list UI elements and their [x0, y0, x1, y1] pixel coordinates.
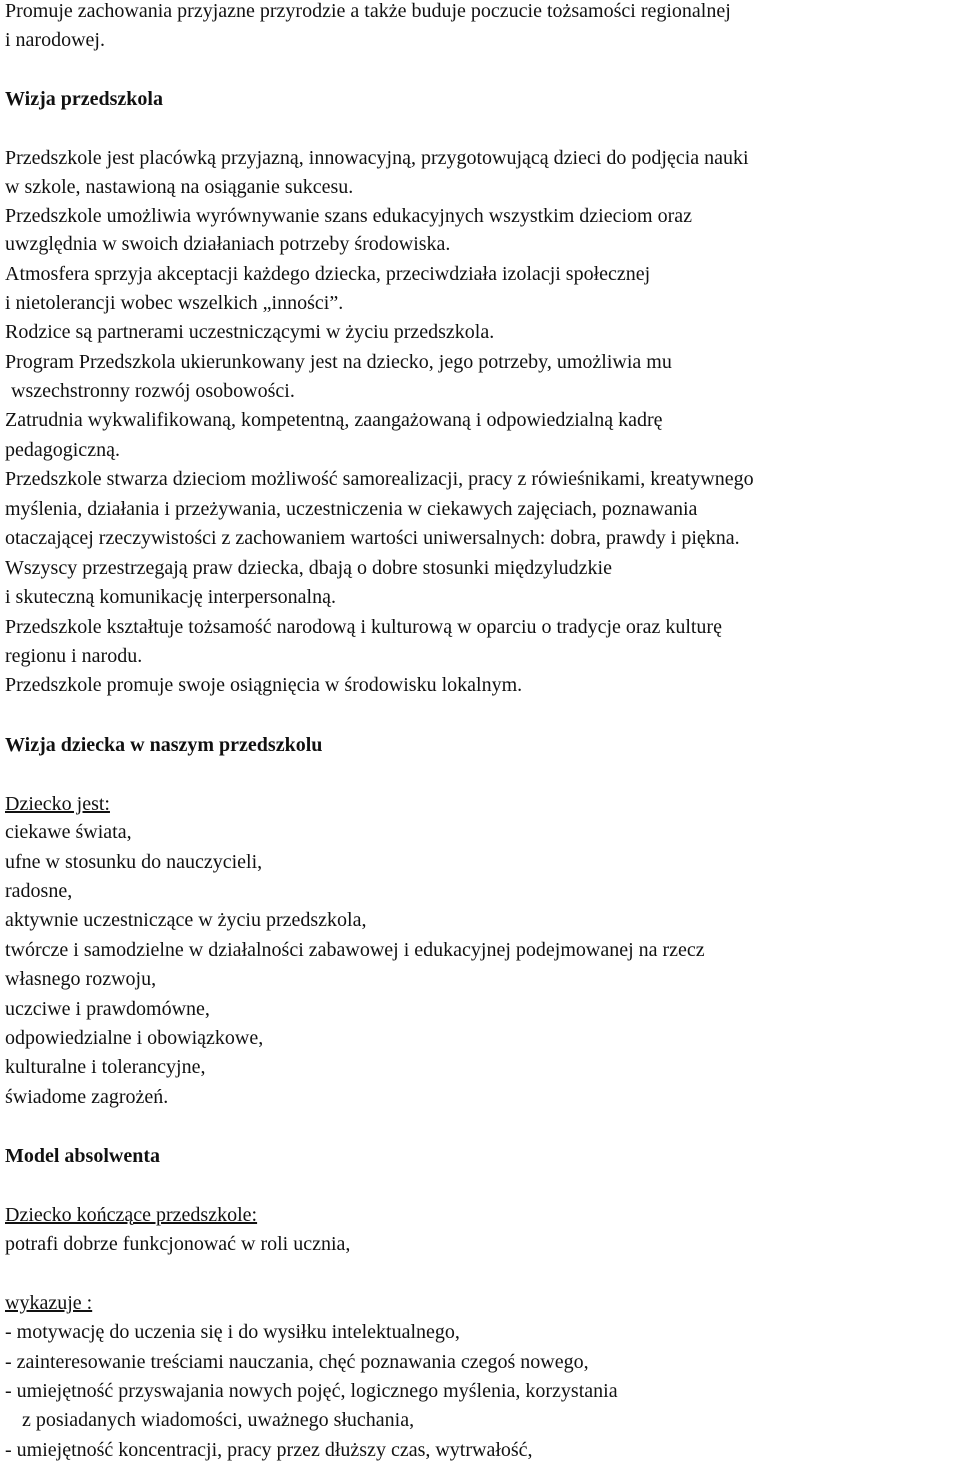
- paragraph-line: w szkole, nastawioną na osiąganie sukcesu.: [5, 176, 354, 198]
- paragraph-line: otaczającej rzeczywistości z zachowaniem wartości uniwersalnych: dobra, prawdy i piękna.: [5, 527, 740, 549]
- paragraph-line: Przedszkole jest placówką przyjazną, innowacyjną, przygotowującą dzieci do podjęcia nauki: [5, 147, 749, 169]
- list-item: uczciwe i prawdomówne,: [5, 998, 210, 1020]
- list-item: radosne,: [5, 880, 73, 902]
- paragraph-line: Przedszkole kształtuje tożsamość narodową i kulturową w oparciu o tradycje oraz kulturę: [5, 616, 722, 638]
- section-heading: Wizja przedszkola: [5, 88, 163, 110]
- paragraph-line: i skuteczną komunikację interpersonalną.: [5, 586, 336, 608]
- paragraph-line: Przedszkole promuje swoje osiągnięcia w środowisku lokalnym.: [5, 674, 523, 696]
- section-heading: Wizja dziecka w naszym przedszkolu: [5, 734, 323, 756]
- list-item: świadome zagrożeń.: [5, 1086, 169, 1108]
- paragraph-line: i nietolerancji wobec wszelkich „inności”.: [5, 292, 344, 314]
- paragraph-line: Wszyscy przestrzegają praw dziecka, dbają o dobre stosunki międzyludzkie: [5, 557, 612, 579]
- list-item: ciekawe świata,: [5, 821, 132, 843]
- paragraph-line: Rodzice są partnerami uczestniczącymi w życiu przedszkola.: [5, 321, 495, 343]
- bullet-item: - umiejętność koncentracji, pracy przez dłuższy czas, wytrwałość,: [5, 1439, 533, 1461]
- bullet-item: - umiejętność przyswajania nowych pojęć, logicznego myślenia, korzystania: [5, 1380, 618, 1402]
- paragraph-line: Program Przedszkola ukierunkowany jest na dziecko, jego potrzeby, umożliwia mu: [5, 351, 672, 373]
- subheading: Dziecko jest:: [5, 793, 110, 815]
- paragraph-line: wszechstronny rozwój osobowości.: [11, 380, 295, 402]
- list-item: twórcze i samodzielne w działalności zabawowej i edukacyjnej podejmowanej na rzecz: [5, 939, 705, 961]
- list-item: odpowiedzialne i obowiązkowe,: [5, 1027, 264, 1049]
- paragraph-line: pedagogiczną.: [5, 439, 120, 461]
- paragraph-line: potrafi dobrze funkcjonować w roli ucznia,: [5, 1233, 351, 1255]
- paragraph-line: Atmosfera sprzyja akceptacji każdego dziecka, przeciwdziała izolacji społecznej: [5, 263, 651, 285]
- subheading: Dziecko kończące przedszkole:: [5, 1204, 258, 1226]
- list-item: aktywnie uczestniczące w życiu przedszkola,: [5, 909, 367, 931]
- list-item: ufne w stosunku do nauczycieli,: [5, 851, 263, 873]
- subheading: wykazuje :: [5, 1292, 93, 1314]
- bullet-item: z posiadanych wiadomości, uważnego słuchania,: [22, 1409, 415, 1431]
- bullet-item: - zainteresowanie treściami nauczania, chęć poznawania czegoś nowego,: [5, 1351, 589, 1373]
- paragraph-line: uwzględnia w swoich działaniach potrzeby środowiska.: [5, 233, 451, 255]
- intro-line: i narodowej.: [5, 29, 105, 51]
- list-item: własnego rozwoju,: [5, 968, 157, 990]
- paragraph-line: Przedszkole umożliwia wyrównywanie szans edukacyjnych wszystkim dzieciom oraz: [5, 205, 693, 227]
- paragraph-line: myślenia, działania i przeżywania, uczestniczenia w ciekawych zajęciach, poznawania: [5, 498, 698, 520]
- intro-line: Promuje zachowania przyjazne przyrodzie a także buduje poczucie tożsamości regionalnej: [5, 0, 731, 22]
- section-heading: Model absolwenta: [5, 1145, 160, 1167]
- list-item: kulturalne i tolerancyjne,: [5, 1056, 206, 1078]
- paragraph-line: regionu i narodu.: [5, 645, 143, 667]
- bullet-item: - motywację do uczenia się i do wysiłku intelektualnego,: [5, 1321, 460, 1343]
- paragraph-line: Przedszkole stwarza dzieciom możliwość samorealizacji, pracy z rówieśnikami, kreatywnego: [5, 468, 754, 490]
- paragraph-line: Zatrudnia wykwalifikowaną, kompetentną, zaangażowaną i odpowiedzialną kadrę: [5, 409, 663, 431]
